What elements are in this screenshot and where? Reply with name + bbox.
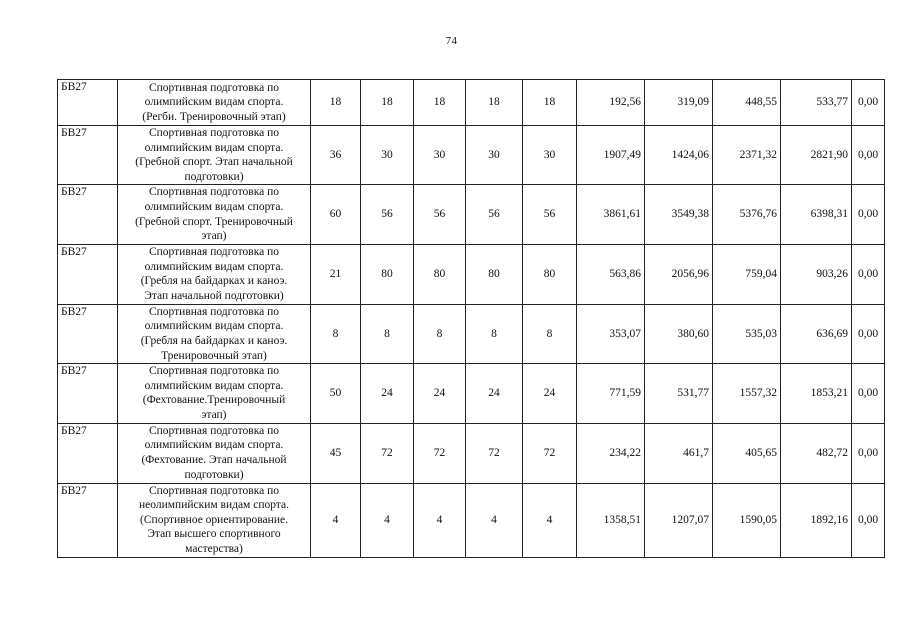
volume-value-cell: 18 xyxy=(466,80,523,126)
volume-value-cell: 50 xyxy=(311,364,361,423)
amount-value-cell: 1424,06 xyxy=(645,126,713,185)
table-row xyxy=(58,126,885,185)
table-row xyxy=(58,244,885,304)
amount-value-cell: 1892,16 xyxy=(781,483,852,557)
volume-value-cell: 8 xyxy=(311,304,361,363)
service-name-line: подготовки) xyxy=(184,170,244,183)
service-name-line: этап) xyxy=(201,230,227,243)
amount-value-cell: 759,04 xyxy=(713,244,781,304)
service-name-cell xyxy=(118,244,311,304)
amount-value-cell: 531,77 xyxy=(645,364,713,423)
volume-value-cell: 56 xyxy=(466,185,523,244)
amount-value-cell: 0,00 xyxy=(852,304,885,363)
amount-value-cell: 1907,49 xyxy=(577,126,645,185)
table-row xyxy=(58,304,885,363)
volume-value-cell: 72 xyxy=(466,423,523,483)
amount-value-cell: 6398,31 xyxy=(781,185,852,244)
volume-value-cell: 8 xyxy=(466,304,523,363)
volume-value-cell: 24 xyxy=(523,364,577,423)
service-name-cell xyxy=(118,304,311,363)
volume-value-cell: 60 xyxy=(311,185,361,244)
service-name-line: Спортивная подготовка по xyxy=(148,246,279,259)
amount-value-cell: 2371,32 xyxy=(713,126,781,185)
volume-value-cell: 80 xyxy=(466,244,523,304)
volume-value-cell: 56 xyxy=(361,185,414,244)
service-name-line: (Фехтование. Этап начальной xyxy=(141,454,287,466)
volume-value-cell: 72 xyxy=(361,423,414,483)
service-code-cell: БВ27 xyxy=(58,126,118,185)
amount-value-cell: 319,09 xyxy=(645,80,713,126)
service-code-cell: БВ27 xyxy=(58,364,118,423)
volume-value-cell: 56 xyxy=(523,185,577,244)
table-body xyxy=(58,80,885,558)
volume-value-cell: 8 xyxy=(414,304,466,363)
service-code-cell: БВ27 xyxy=(58,244,118,304)
service-name-line: (Регби. Тренировочный этап) xyxy=(142,110,286,123)
amount-value-cell: 0,00 xyxy=(852,423,885,483)
volume-value-cell: 45 xyxy=(311,423,361,483)
volume-value-cell: 30 xyxy=(414,126,466,185)
volume-value-cell: 80 xyxy=(523,244,577,304)
volume-value-cell: 72 xyxy=(414,423,466,483)
amount-value-cell: 1590,05 xyxy=(713,483,781,557)
table-row xyxy=(58,185,885,244)
volume-value-cell: 24 xyxy=(466,364,523,423)
amount-value-cell: 3861,61 xyxy=(577,185,645,244)
volume-value-cell: 18 xyxy=(523,80,577,126)
volume-value-cell: 18 xyxy=(414,80,466,126)
service-name-line: Спортивная подготовка по xyxy=(148,81,279,94)
volume-value-cell: 21 xyxy=(311,244,361,304)
amount-value-cell: 1358,51 xyxy=(577,483,645,557)
volume-value-cell: 30 xyxy=(523,126,577,185)
service-name-line: Спортивная подготовка по xyxy=(148,365,279,378)
volume-value-cell: 30 xyxy=(466,126,523,185)
volume-value-cell: 18 xyxy=(311,80,361,126)
service-name-line: (Гребной спорт. Этап начальной xyxy=(135,156,293,169)
service-code-cell: БВ27 xyxy=(58,80,118,126)
amount-value-cell: 535,03 xyxy=(713,304,781,363)
service-code-cell: БВ27 xyxy=(58,483,118,557)
amount-value-cell: 405,65 xyxy=(713,423,781,483)
service-name-line: олимпийским видам спорта. xyxy=(144,320,284,333)
service-name-line: Спортивная подготовка по xyxy=(148,305,279,318)
service-name-line: олимпийским видам спорта. xyxy=(144,379,284,392)
service-name-line: неолимпийским видам спорта. xyxy=(139,499,289,512)
service-name-line: Этап начальной подготовки) xyxy=(144,289,284,302)
service-name-line: Тренировочный этап) xyxy=(161,349,267,362)
volume-value-cell: 72 xyxy=(523,423,577,483)
amount-value-cell: 0,00 xyxy=(852,80,885,126)
volume-value-cell: 18 xyxy=(361,80,414,126)
service-name-cell xyxy=(118,185,311,244)
volume-value-cell: 36 xyxy=(311,126,361,185)
amount-value-cell: 5376,76 xyxy=(713,185,781,244)
service-name-line: олимпийским видам спорта. xyxy=(144,260,284,273)
service-name-line: олимпийским видам спорта. xyxy=(144,200,284,213)
service-name-line: этап) xyxy=(201,408,227,421)
amount-value-cell: 1853,21 xyxy=(781,364,852,423)
amount-value-cell: 771,59 xyxy=(577,364,645,423)
service-name-cell xyxy=(118,126,311,185)
amount-value-cell: 448,55 xyxy=(713,80,781,126)
amount-value-cell: 0,00 xyxy=(852,483,885,557)
amount-value-cell: 533,77 xyxy=(781,80,852,126)
amount-value-cell: 482,72 xyxy=(781,423,852,483)
service-name-line: Спортивная подготовка по xyxy=(148,127,279,139)
services-table xyxy=(57,79,885,558)
service-name-line: (Гребля на байдарках и каноэ. xyxy=(140,334,288,347)
amount-value-cell: 563,86 xyxy=(577,244,645,304)
table-row xyxy=(58,364,885,423)
volume-value-cell: 4 xyxy=(466,483,523,557)
service-name-line: мастерства) xyxy=(185,542,243,555)
volume-value-cell: 8 xyxy=(361,304,414,363)
service-name-cell xyxy=(118,364,311,423)
volume-value-cell: 4 xyxy=(414,483,466,557)
service-name-line: Спортивная подготовка по xyxy=(148,484,279,497)
service-name-line: подготовки) xyxy=(184,468,244,481)
service-name-line: (Гребля на байдарках и каноэ. xyxy=(140,275,288,288)
table-row xyxy=(58,80,885,126)
amount-value-cell: 0,00 xyxy=(852,364,885,423)
service-name-line: (Спортивное ориентирование. xyxy=(140,513,288,526)
volume-value-cell: 4 xyxy=(361,483,414,557)
table-row xyxy=(58,423,885,483)
amount-value-cell: 461,7 xyxy=(645,423,713,483)
service-code-cell: БВ27 xyxy=(58,304,118,363)
service-name-line: (Гребной спорт. Тренировочный xyxy=(135,215,293,228)
amount-value-cell: 380,60 xyxy=(645,304,713,363)
amount-value-cell: 0,00 xyxy=(852,185,885,244)
amount-value-cell: 234,22 xyxy=(577,423,645,483)
volume-value-cell: 4 xyxy=(311,483,361,557)
amount-value-cell: 636,69 xyxy=(781,304,852,363)
service-name-cell xyxy=(118,423,311,483)
amount-value-cell: 1207,07 xyxy=(645,483,713,557)
amount-value-cell: 0,00 xyxy=(852,244,885,304)
service-name-line: Спортивная подготовка по xyxy=(148,186,279,199)
amount-value-cell: 353,07 xyxy=(577,304,645,363)
volume-value-cell: 80 xyxy=(414,244,466,304)
service-name-line: Этап высшего спортивного xyxy=(147,528,281,541)
service-name-cell xyxy=(118,483,311,557)
volume-value-cell: 4 xyxy=(523,483,577,557)
volume-value-cell: 8 xyxy=(523,304,577,363)
amount-value-cell: 192,56 xyxy=(577,80,645,126)
volume-value-cell: 80 xyxy=(361,244,414,304)
service-name-cell xyxy=(118,80,311,126)
volume-value-cell: 56 xyxy=(414,185,466,244)
service-name-line: олимпийским видам спорта. xyxy=(144,141,284,154)
page-number: 74 xyxy=(445,35,458,47)
amount-value-cell: 0,00 xyxy=(852,126,885,185)
volume-value-cell: 24 xyxy=(361,364,414,423)
service-name-line: олимпийским видам спорта. xyxy=(144,439,284,452)
amount-value-cell: 3549,38 xyxy=(645,185,713,244)
service-name-line: Спортивная подготовка по xyxy=(148,424,279,437)
table-row xyxy=(58,483,885,557)
volume-value-cell: 24 xyxy=(414,364,466,423)
service-code-cell: БВ27 xyxy=(58,185,118,244)
service-name-line: олимпийским видам спорта. xyxy=(144,96,284,109)
amount-value-cell: 2056,96 xyxy=(645,244,713,304)
amount-value-cell: 903,26 xyxy=(781,244,852,304)
amount-value-cell: 1557,32 xyxy=(713,364,781,423)
service-code-cell: БВ27 xyxy=(58,423,118,483)
amount-value-cell: 2821,90 xyxy=(781,126,852,185)
service-name-line: (Фехтование.Тренировочный xyxy=(142,394,286,407)
volume-value-cell: 30 xyxy=(361,126,414,185)
